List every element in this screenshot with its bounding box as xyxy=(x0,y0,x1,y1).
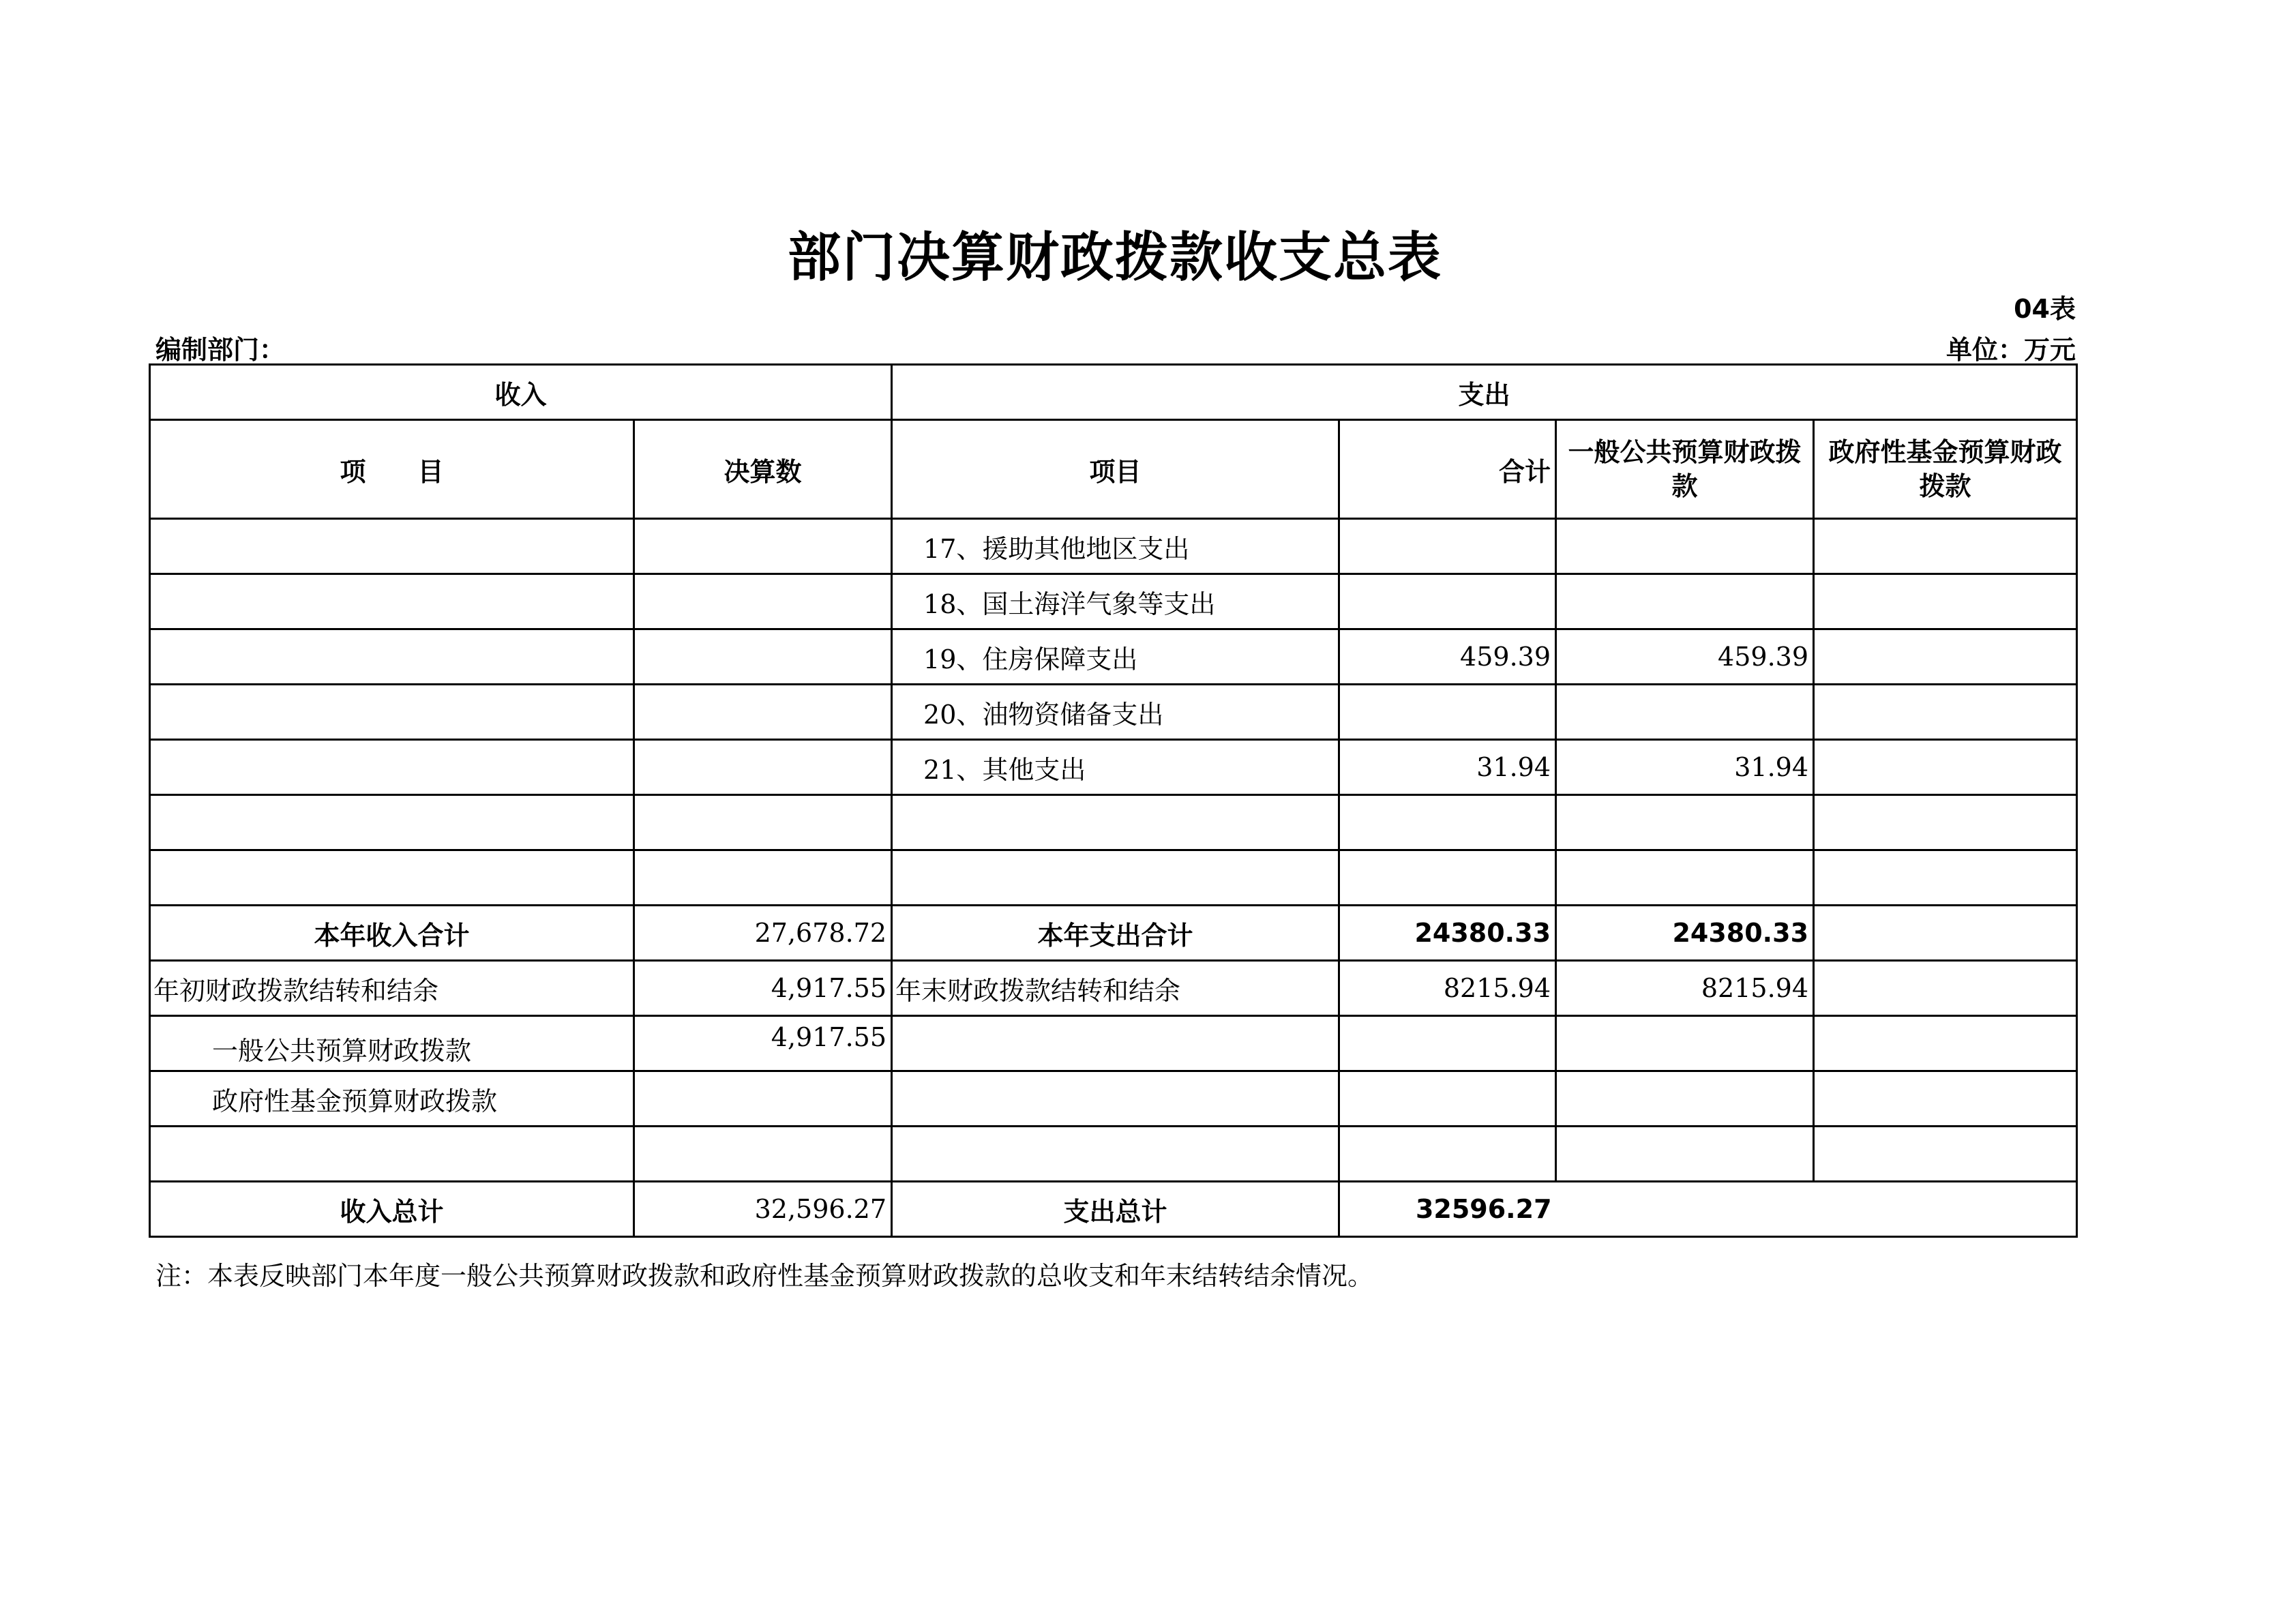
general-budget-value: 4,917.55 xyxy=(634,1016,892,1071)
section-header-row xyxy=(150,365,2077,420)
expense-item-cell: 18、国土海洋气象等支出 xyxy=(892,574,1339,629)
income-amount-cell xyxy=(634,574,892,629)
empty-cell xyxy=(1556,1016,1814,1071)
income-item-header: 项 目 xyxy=(150,420,634,519)
expense-general-cell xyxy=(1556,685,1814,740)
income-header: 收入 xyxy=(150,365,892,420)
income-amount-header: 决算数 xyxy=(634,420,892,519)
year-income-total-label: 本年收入合计 xyxy=(150,906,634,961)
ending-balance-general: 8215.94 xyxy=(1556,961,1814,1016)
income-item-cell xyxy=(150,519,634,574)
expense-fund-cell xyxy=(1814,519,2077,574)
expense-item-cell: 19、住房保障支出 xyxy=(892,629,1339,685)
footnote: 注：本表反映部门本年度一般公共预算财政拨款和政府性基金预算财政拨款的总收支和年末结转结余情况。 xyxy=(155,1261,1374,1291)
general-budget-label: 一般公共预算财政拨款 xyxy=(150,1016,634,1071)
empty-cell xyxy=(892,1016,1339,1071)
fund-budget-header: 政府性基金预算财政拨款 xyxy=(1814,420,2077,519)
beginning-balance-label: 年初财政拨款结转和结余 xyxy=(150,961,634,1016)
expense-general-cell xyxy=(1556,519,1814,574)
empty-cell xyxy=(634,1127,892,1182)
empty-cell xyxy=(1556,850,1814,906)
empty-cell xyxy=(1814,850,2077,906)
expense-fund-cell xyxy=(1814,685,2077,740)
empty-cell xyxy=(1814,961,2077,1016)
expense-fund-cell xyxy=(1814,740,2077,795)
year-expense-total-value: 24380.33 xyxy=(1339,906,1556,961)
empty-cell xyxy=(1814,795,2077,850)
empty-cell xyxy=(1814,1071,2077,1127)
expense-total-cell xyxy=(1339,519,1556,574)
empty-cell xyxy=(1814,906,2077,961)
empty-cell xyxy=(1814,1127,2077,1182)
income-item-cell xyxy=(150,685,634,740)
empty-cell xyxy=(1339,1071,1556,1127)
income-amount-cell xyxy=(634,685,892,740)
table-row xyxy=(150,574,2077,629)
finance-summary-table xyxy=(149,363,2078,1238)
empty-cell xyxy=(1814,1016,2077,1071)
empty-cell xyxy=(1814,1182,2077,1237)
expense-general-cell: 31.94 xyxy=(1556,740,1814,795)
income-amount-cell xyxy=(634,740,892,795)
empty-cell xyxy=(892,795,1339,850)
beginning-balance-value: 4,917.55 xyxy=(634,961,892,1016)
empty-row xyxy=(150,1127,2077,1182)
department-label: 编制部门： xyxy=(155,335,286,365)
empty-cell xyxy=(1556,795,1814,850)
income-item-cell xyxy=(150,740,634,795)
fund-budget-label: 政府性基金预算财政拨款 xyxy=(150,1071,634,1127)
page-title: 部门决算财政拨款收支总表 xyxy=(787,227,1442,288)
grand-total-row xyxy=(150,1182,2077,1237)
expense-total-header: 合计 xyxy=(1339,420,1556,519)
empty-cell xyxy=(892,1071,1339,1127)
grand-income-total-label: 收入总计 xyxy=(150,1182,634,1237)
empty-cell xyxy=(1339,850,1556,906)
income-amount-cell xyxy=(634,519,892,574)
empty-cell xyxy=(634,795,892,850)
expense-general-cell xyxy=(1556,574,1814,629)
column-header-row xyxy=(150,420,2077,519)
table-row xyxy=(150,740,2077,795)
expense-item-cell: 17、援助其他地区支出 xyxy=(892,519,1339,574)
income-amount-cell xyxy=(634,629,892,685)
general-budget-row xyxy=(150,1016,2077,1071)
ending-balance-total: 8215.94 xyxy=(1339,961,1556,1016)
income-item-cell xyxy=(150,629,634,685)
year-total-row xyxy=(150,906,2077,961)
empty-cell xyxy=(1339,795,1556,850)
empty-cell xyxy=(150,795,634,850)
expense-total-cell: 31.94 xyxy=(1339,740,1556,795)
empty-cell xyxy=(1339,1016,1556,1071)
grand-income-total-value: 32,596.27 xyxy=(634,1182,892,1237)
empty-row xyxy=(150,850,2077,906)
empty-cell xyxy=(634,850,892,906)
empty-cell xyxy=(892,1127,1339,1182)
expense-item-header: 项目 xyxy=(892,420,1339,519)
empty-cell xyxy=(634,1071,892,1127)
ending-balance-label: 年末财政拨款结转和结余 xyxy=(892,961,1339,1016)
fund-budget-row xyxy=(150,1071,2077,1127)
expense-general-cell: 459.39 xyxy=(1556,629,1814,685)
table-row xyxy=(150,629,2077,685)
table-row xyxy=(150,519,2077,574)
empty-cell xyxy=(1339,1127,1556,1182)
table-number: 04表 xyxy=(2014,294,2076,324)
expense-fund-cell xyxy=(1814,574,2077,629)
empty-cell xyxy=(1556,1182,1814,1237)
unit-label: 单位：万元 xyxy=(1945,335,2076,365)
empty-cell xyxy=(892,850,1339,906)
empty-row xyxy=(150,795,2077,850)
empty-cell xyxy=(1556,1071,1814,1127)
table-row xyxy=(150,685,2077,740)
year-expense-general-value: 24380.33 xyxy=(1556,906,1814,961)
general-budget-header: 一般公共预算财政拨款 xyxy=(1556,420,1814,519)
year-income-total-value: 27,678.72 xyxy=(634,906,892,961)
income-item-cell xyxy=(150,574,634,629)
expense-item-cell: 21、其他支出 xyxy=(892,740,1339,795)
empty-cell xyxy=(1556,1127,1814,1182)
expense-fund-cell xyxy=(1814,629,2077,685)
grand-expense-total-label: 支出总计 xyxy=(892,1182,1339,1237)
empty-cell xyxy=(150,850,634,906)
expense-total-cell: 459.39 xyxy=(1339,629,1556,685)
expense-item-cell: 20、油物资储备支出 xyxy=(892,685,1339,740)
grand-expense-total-value: 32596.27 xyxy=(1339,1182,1556,1237)
carry-over-row xyxy=(150,961,2077,1016)
year-expense-total-label: 本年支出合计 xyxy=(892,906,1339,961)
expense-header: 支出 xyxy=(892,365,2077,420)
expense-total-cell xyxy=(1339,574,1556,629)
empty-cell xyxy=(150,1127,634,1182)
expense-total-cell xyxy=(1339,685,1556,740)
